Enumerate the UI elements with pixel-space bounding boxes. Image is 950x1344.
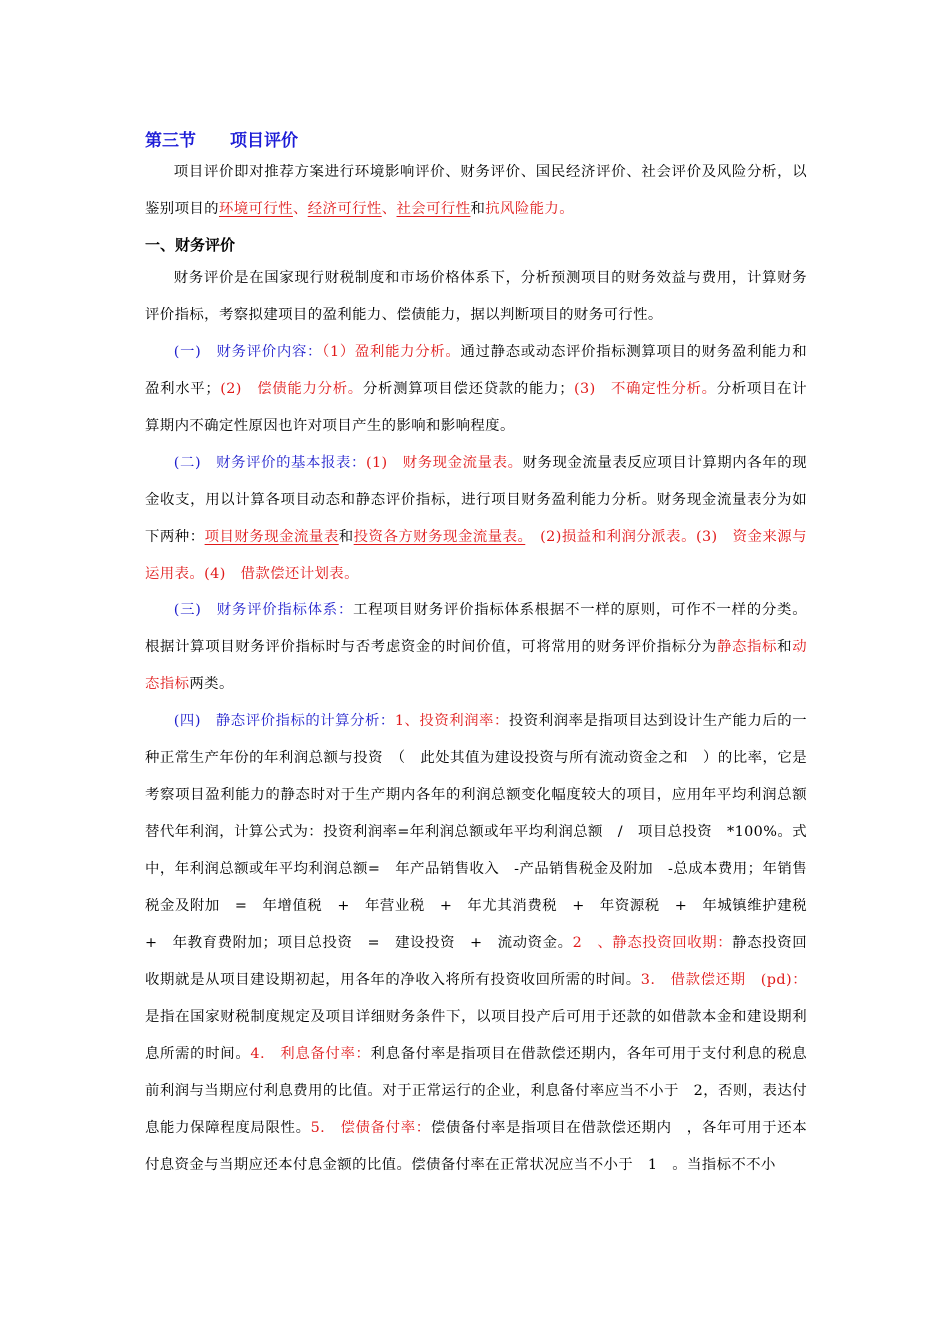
content-label: (一) 财务评价内容： <box>173 344 323 360</box>
conjunction: 和 <box>338 529 354 545</box>
term-loan-repayment: 3. 借款偿还期 (pd)： <box>640 972 808 988</box>
static-label: (四) 静态评价指标的计算分析： <box>173 713 395 729</box>
item-text: 通过静态或动态评价指标测算项目的财务盈利能力和盈利水平； <box>145 344 807 397</box>
item-solvency: (2) 偿债能力分析。 <box>220 381 363 397</box>
period: 。 <box>559 201 575 217</box>
item-uncertainty: (3) 不确定性分析。 <box>574 381 717 397</box>
section-number: 第三节 <box>145 131 196 151</box>
item-profitability: （1）盈利能力分析。 <box>322 344 461 360</box>
conjunction: 和 <box>777 639 793 655</box>
keyword-risk: 抗风险能力 <box>485 201 560 217</box>
term-text: 偿债备付率是指项目在借款偿还期内 ，各年可用于还本付息资金与当期应还本付息金额的比值。偿债备付率在正常状况应当不小于 1 。当指标不不小 <box>145 1120 807 1173</box>
term-interest-coverage: 4. 利息备付率： <box>250 1046 371 1062</box>
term-text: 静态投资回收期就是从项目建设期初起，用各年的净收入将所有投资收回所需的时间。 <box>145 935 807 988</box>
conjunction: 和 <box>470 201 486 217</box>
term-text: 是指在国家财税制度规定及项目详细财务条件下，以项目投产后可用于还款的如借款本金和建设期利息所需的时间。 <box>145 1009 807 1062</box>
report-investor-cashflow: 投资各方财务现金流量表。 <box>353 529 526 545</box>
report-others: (2)损益和利润分派表。(3) 资金来源与运用表。(4) 借款偿还计划表。 <box>145 529 807 582</box>
term-debt-coverage: 5. 偿债备付率： <box>310 1120 431 1136</box>
reports-paragraph <box>145 445 807 593</box>
keyword-economic: 经济可行性 <box>307 201 382 217</box>
indicators-paragraph <box>145 592 807 703</box>
sep: 、 <box>381 201 397 217</box>
keyword-environment: 环境可行性 <box>218 201 293 217</box>
content-paragraph <box>145 334 807 445</box>
report-project-cashflow: 项目财务现金流量表 <box>204 529 339 545</box>
sep: 、 <box>292 201 308 217</box>
report-text: 财务现金流量表反应项目计算期内各年的现金收支，用以计算各项目动态和静态评价指标，进行项目财务盈利能力分析。财务现金流量表分为如下两种： <box>145 455 807 545</box>
financial-paragraph: 财务评价是在国家现行财税制度和市场价格体系下，分析预测项目的财务效益与费用，计算财务评价指标，考察拟建项目的盈利能力、偿债能力，据以判断项目的财务可行性。 <box>145 270 807 323</box>
term-payback: 2 、静态投资回收期： <box>572 935 733 951</box>
reports-label: (二) 财务评价的基本报表： <box>173 455 366 471</box>
keyword-dynamic: 动态指标 <box>145 639 808 692</box>
intro-text: 项目评价即对推荐方案进行环境影响评价、财务评价、国民经济评价、社会评价及风险分析，以鉴别项目的 <box>145 164 807 217</box>
indicators-end: 两类。 <box>189 676 234 692</box>
section-name: 项目评价 <box>230 131 298 151</box>
indicators-text: 工程项目财务评价指标体系根据不一样的原则，可作不一样的分类。根据计算项目财务评价指标时与否考虑资金的时间价值，可将常用的财务评价指标分为 <box>145 602 807 655</box>
section-title <box>145 126 298 151</box>
item-text: 分析测算项目偿还贷款的能力； <box>362 381 574 397</box>
item-text: 分析项目在计算期内不确定性原因也许对项目产生的影响和影响程度。 <box>145 381 807 434</box>
keyword-social: 社会可行性 <box>396 201 471 217</box>
term-text: 利息备付率是指项目在借款偿还期内，各年可用于支付利息的税息前利润与当期应付利息费用的比值。对于正常运行的企业，利息备付率应当不小于 2，否则，表达付息能力保障程度局限性。 <box>145 1046 807 1136</box>
keyword-static: 静态指标 <box>716 639 778 655</box>
term-roi: 1、投资利润率： <box>394 713 509 729</box>
heading-financial-evaluation: 一、财务评价 <box>145 236 236 254</box>
term-text: 投资利润率是指项目达到设计生产能力后的一种正常生产年份的年利润总额与投资 （ 此处其值为建设投资与所有流动资金之和 ）的比率，它是考察项目盈利能力的静态时对于生产期内各年的利润总额变化幅度较大的项目，应用年平均利润总额替代年利润，计算公式为：投资利润率=年利润总额或年平均利润总额 / 项目总投资 *100%。式中，年利润总额或年平均利润总额= 年产品销售收入 -产品销售税金及附加 -总成本费用；年销售税金及附加 = 年增值税 + 年营业税 + 年尤其消费税 + 年资源税 + 年城镇维护建税 + 年教育费附加；项目总投资 = 建设投资 + 流动资金。 <box>145 713 822 951</box>
static-indicators-paragraph <box>145 703 822 1184</box>
indicators-label: (三) 财务评价指标体系： <box>173 602 354 618</box>
intro-paragraph <box>145 154 807 228</box>
report-cashflow: (1) 财务现金流量表。 <box>365 455 523 471</box>
